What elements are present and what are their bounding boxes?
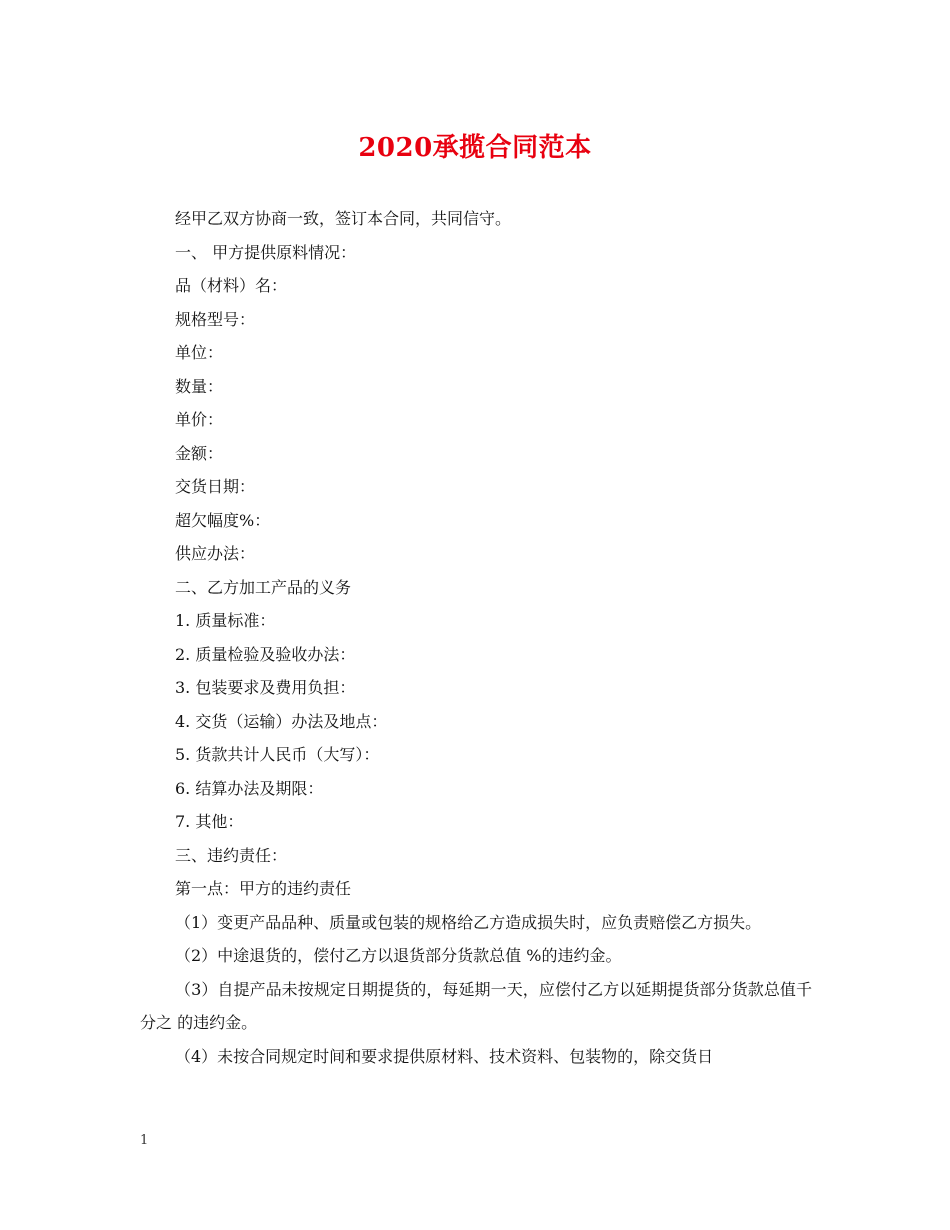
delivery-date-field: 交货日期：: [175, 477, 256, 496]
amount-field: 金额：: [175, 443, 224, 463]
list-item: 6. 结算办法及期限：: [175, 778, 324, 798]
paragraph: （4）未按合同规定时间和要求提供原材料、技术资料、包装物的，除交货日: [175, 1046, 714, 1066]
document-title: 2020承揽合同范本: [358, 133, 592, 163]
document-body: [140, 202, 812, 1073]
unit-price-field: 单价：: [175, 410, 224, 429]
section-heading: 一、 甲方提供原料情况：: [175, 242, 357, 262]
model-field: 规格型号：: [175, 309, 256, 329]
list-item: 4. 交货（运输）办法及地点：: [175, 711, 388, 731]
paragraph: （1）变更产品品种、质量或包装的规格给乙方造成损失时，应负责赔偿乙方损失。: [175, 912, 762, 932]
list-item: 5. 货款共计人民币（大写）：: [175, 745, 380, 764]
paragraph: （3）自提产品未按规定日期提货的，每延期一天，应偿付乙方以延期提货部分货款总值千分之 的违约金。: [140, 979, 812, 1032]
page-number: 1: [140, 1133, 149, 1148]
paragraph: （2）中途退货的，偿付乙方以退货部分货款总值 %的违约金。: [175, 946, 622, 965]
list-item: 7. 其他：: [175, 812, 244, 831]
list-item: 2. 质量检验及验收办法：: [175, 644, 356, 664]
supply-method-field: 供应办法：: [175, 544, 256, 563]
variance-field: 超欠幅度%：: [175, 510, 271, 530]
subheading: 第一点：甲方的违约责任: [175, 879, 352, 898]
quantity-field: 数量：: [175, 376, 224, 396]
list-item: 3. 包装要求及费用负担：: [175, 678, 356, 697]
section-heading: 二、乙方加工产品的义务: [175, 577, 352, 597]
section-heading: 三、违约责任：: [175, 845, 288, 865]
intro-line: 经甲乙双方协商一致，签订本合同，共同信守。: [175, 209, 512, 228]
list-item: 1. 质量标准：: [175, 611, 276, 630]
material-name-field: 品（材料）名：: [175, 276, 288, 295]
unit-field: 单位：: [175, 343, 224, 362]
